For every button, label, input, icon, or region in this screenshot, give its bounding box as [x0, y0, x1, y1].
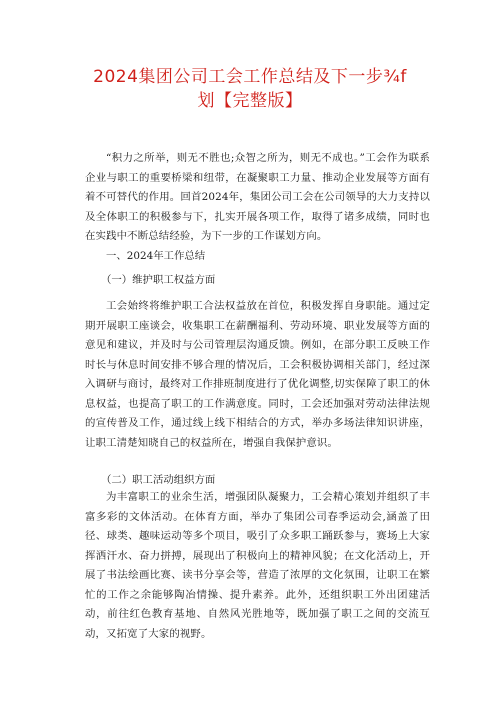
subsection-heading-activities: （二）职工活动组织方面	[101, 474, 216, 486]
document-title-line-2: 划【完整版】	[197, 91, 303, 111]
subsection-heading-rights: （一）维护职工权益方面	[101, 274, 216, 286]
section-heading-work-summary: 一、2024年工作总结	[106, 250, 206, 262]
rights-paragraph: 工会始终将维护职工合法权益放在首位，积极发挥自身职能。通过定期开展职工座谈会，收集职工在薪酬福利、劳动环境、职业发展等方面的意见和建议，并及时与公司管理层沟通反馈。例如，在部分职工反映工作时长与休息时间安排不够合理的情况后，工会积极协调相关部门，经过深入调研与商讨，最终对工作排班制度进行了优化调整,切实保障了职工的休息权益，也提高了职工的工作满意度。同时，工会还加强对劳动法律法规的宣传普及工作，通过线上线下相结合的方式，举办多场法律知识讲座，让职工清楚知晓自己的权益所在，增强自我保护意识。	[85, 300, 430, 449]
intro-paragraph: “积力之所举，则无不胜也;众智之所为，则无不成也。”工会作为联系企业与职工的重要桥梁和纽带，在凝聚职工力量、推动企业发展等方面有着不可替代的作用。回首2024年，集团公司工会在公司领导的大力支持以及全体职工的积极参与下，扎实开展各项工作，取得了诸多成绩，同时也在实践中不断总结经验，为下一步的工作谋划方向。	[85, 152, 430, 242]
document-title-line-1: 2024集团公司工会工作总结及下一步¾f	[93, 67, 407, 87]
activities-paragraph: 为丰富职工的业余生活，增强团队凝聚力，工会精心策划并组织了丰富多彩的文体活动。在体育方面，举办了集团公司春季运动会,涵盖了田径、球类、趣味运动等多个项目，吸引了众多职工踊跃参与，赛场上大家挥洒汗水、奋力拼搏，展现出了积极向上的精神风貌；在文化活动上，开展了书法绘画比赛、读书分享会等，营造了浓厚的文化氛围，让职工在繁忙的工作之余能够陶冶情操、提升素养。此外，还组织职工外出团建活动，前往红色教育基地、自然风光胜地等，既加强了职工之间的交流互动，又拓宽了大家的视野。	[85, 491, 430, 640]
